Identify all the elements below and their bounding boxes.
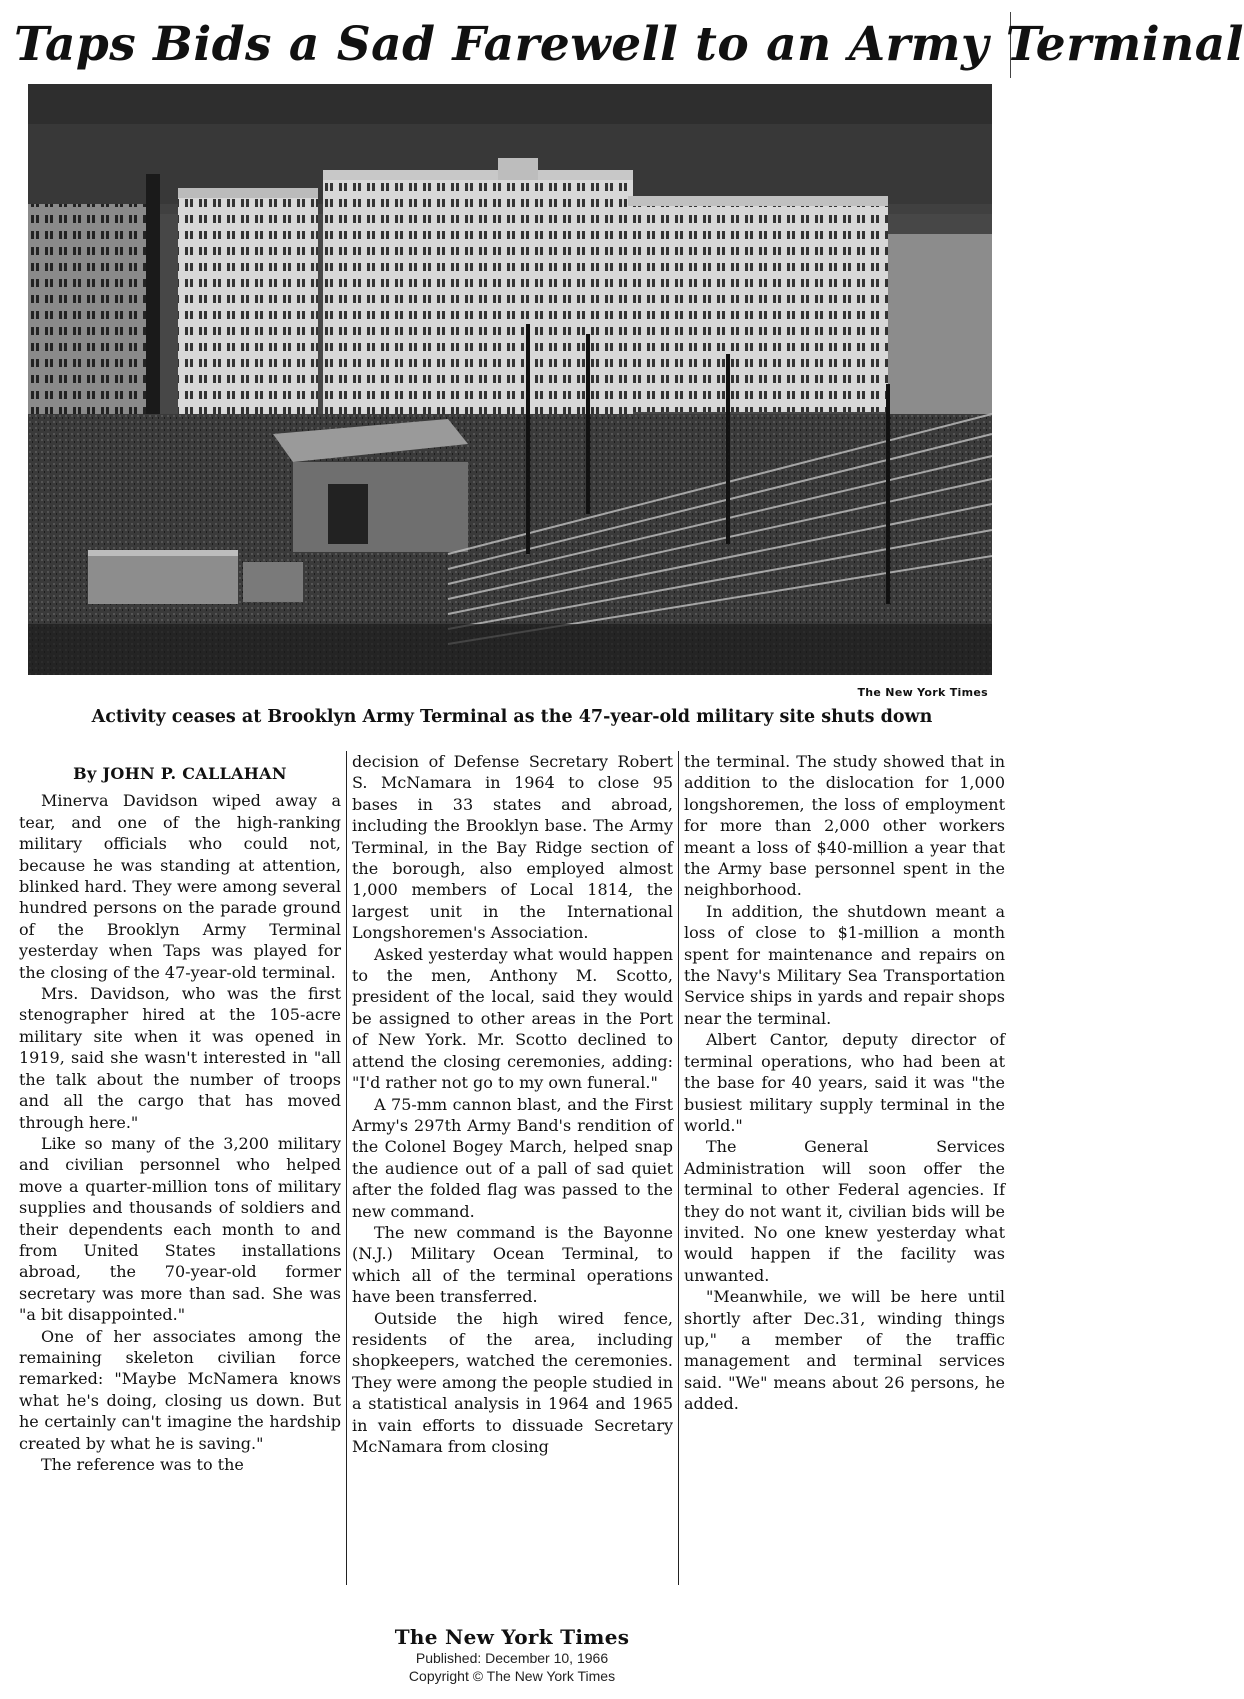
- article-column-3: [678, 751, 1010, 1585]
- paragraph: Minerva Davidson wiped away a tear, and one of the high-ranking military officials who could not, because he was standing at attention, blinked hard. They were among several hundred persons on the parade ground of the Brooklyn Army Terminal yesterday when Taps was played for the closing of the 47-year-old terminal.: [19, 791, 341, 982]
- paragraph: Like so many of the 3,200 military and civilian personnel who helped move a quarter-million tons of military supplies and thousands of soldiers and their dependents each month to and from United States installations abroad, the 70-year-old former secretary was more than sad. She was "a bit disappointed.": [19, 1133, 341, 1325]
- paragraph: "Meanwhile, we will be here until shortly after Dec.31, winding things up," a member of the traffic management and terminal services said. "We" means about 26 persons, he added.: [684, 1287, 1005, 1414]
- nyt-masthead-logo: The New York Times: [394, 1625, 630, 1649]
- paragraph: One of her associates among the remaining skeleton civilian force remarked: "Maybe McNamera knows what he's doing, closing us down. But he certainly can't imagine the hardship created by what he is saving.": [19, 1326, 341, 1453]
- article-column-2: [346, 751, 678, 1585]
- headline: Taps Bids a Sad Farewell to an Army Terminal: [14, 12, 1011, 78]
- photo-credit: The New York Times: [857, 686, 988, 699]
- published-date: Published: December 10, 1966: [415, 1650, 609, 1666]
- copyright-notice: Copyright © The New York Times: [408, 1668, 616, 1684]
- paragraph: The General Services Administration will soon offer the terminal to other Federal agencies. If they do not want it, civilian bids will be invited. No one knew yesterday what would happen if the facility was unwanted.: [684, 1137, 1005, 1285]
- byline: By JOHN P. CALLAHAN: [73, 764, 287, 783]
- paragraph: The reference was to the: [41, 1455, 244, 1474]
- article-body: [14, 751, 1010, 1585]
- paragraph: Albert Cantor, deputy director of terminal operations, who had been at the base for 40 years, said it was "the busiest military supply terminal in the world.": [684, 1030, 1005, 1135]
- paragraph: decision of Defense Secretary Robert S. McNamara in 1964 to close 95 bases in 33 states and abroad, including the Brooklyn base. The Army Terminal, in the Bay Ridge section of the borough, also employed almost 1,000 members of Local 1814, the largest unit in the International Longshoremen's Association.: [352, 752, 673, 943]
- paragraph: Outside the high wired fence, residents of the area, including shopkeepers, watched the ceremonies. They were among the people studied in a statistical analysis in 1964 and 1965 in vain efforts to dissuade Secretary McNamara from closing: [352, 1308, 673, 1456]
- paragraph: Mrs. Davidson, who was the first stenographer hired at the 105-acre military site when it was opened in 1919, said she wasn't interested in "all the talk about the number of troops and all the cargo that has moved through here.": [19, 984, 341, 1132]
- paragraph: Asked yesterday what would happen to the men, Anthony M. Scotto, president of the local, said they would be assigned to other areas in the Port of New York. Mr. Scotto declined to attend the closing ceremonies, adding: "I'd rather not go to my own funeral.": [352, 944, 673, 1093]
- terminal-photo: [28, 84, 992, 675]
- archive-footer: [0, 1625, 1024, 1685]
- terminal-photo-illustration: [28, 84, 992, 675]
- paragraph: In addition, the shutdown meant a loss of close to $1-million a month spent for maintenance and repairs on the Navy's Military Sea Transportation Service ships in yards and repair shops near the terminal.: [684, 901, 1005, 1028]
- paragraph: The new command is the Bayonne (N.J.) Military Ocean Terminal, to which all of the terminal operations have been transferred.: [352, 1222, 673, 1307]
- photo-caption: Activity ceases at Brooklyn Army Terminal as the 47-year-old military site shuts down: [91, 707, 933, 727]
- paragraph: A 75-mm cannon blast, and the First Army's 297th Army Band's rendition of the Colonel Bogey March, helped snap the audience out of a pall of sad quiet after the folded flag was passed to the new command.: [352, 1094, 673, 1221]
- paragraph: the terminal. The study showed that in addition to the dislocation for 1,000 longshoremen, the loss of employment for more than 2,000 other workers meant a loss of $40-million a year that the Army base personnel spent in the neighborhood.: [684, 752, 1005, 900]
- article-column-1: [14, 751, 346, 1585]
